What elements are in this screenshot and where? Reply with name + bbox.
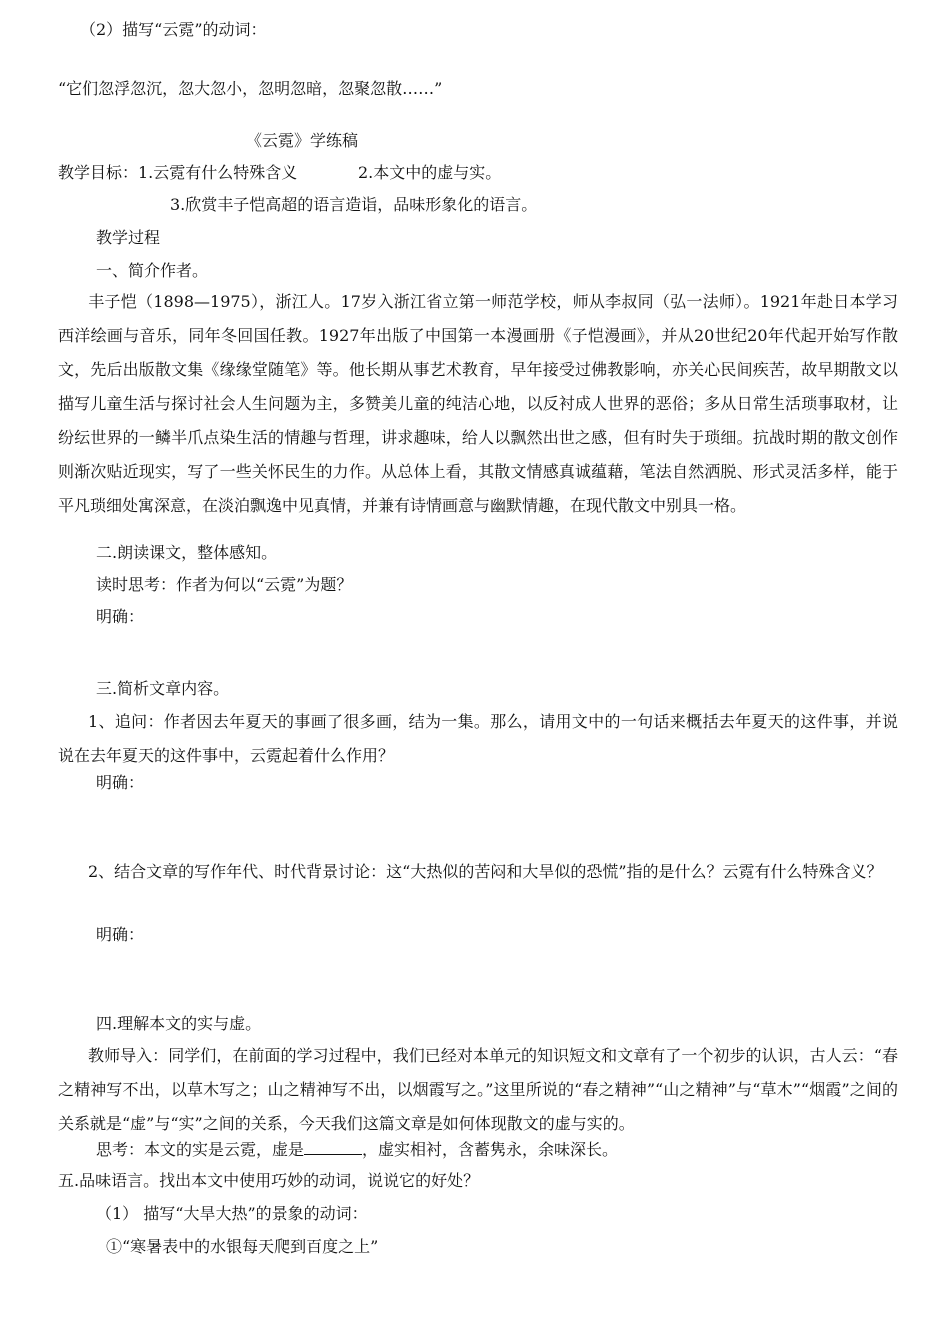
section-2-heading: 二.朗读课文，整体感知。 <box>96 543 278 562</box>
fill-in-blank <box>304 1140 362 1155</box>
section-3-heading: 三.简析文章内容。 <box>96 679 230 698</box>
section-3-question-2: 2、结合文章的写作年代、时代背景讨论：这“大热似的苦闷和大旱似的恐慌”指的是什么？云霓有什么特殊含义？ <box>88 862 883 881</box>
section-5-heading: 五.品味语言。找出本文中使用巧妙的动词，说说它的好处？ <box>58 1171 480 1190</box>
teaching-process-heading: 教学过程 <box>96 228 161 247</box>
section-4-intro: 教师导入：同学们，在前面的学习过程中，我们已经对本单元的知识短文和文章有了一个初步的认识，古人云：“春之精神写不出，以草木写之；山之精神写不出，以烟霞写之。”这里所说的“春之精神”“山之精神”与“草木”“烟霞”之间的关系就是“虚”与“实”之间的关系，今天我们这篇文章是如何体现散文的虚与实的。 <box>58 1046 898 1133</box>
author-intro-paragraph: 丰子恺（1898—1975），浙江人。17岁入浙江省立第一师范学校，师从李叔同（弘一法师）。1921年赴日本学习西洋绘画与音乐，同年冬回国任教。1927年出版了中国第一本漫画册《子恺漫画》，并从20世纪20年代起开始写作散文，先后出版散文集《缘缘堂随笔》等。他长期从事艺术教育，早年接受过佛教影响，亦关心民间疾苦，故早期散文以描写儿童生活与探讨社会人生问题为主，多赞美儿童的纯洁心地，以反衬成人世界的恶俗；多从日常生活琐事取材，让纷纭世界的一鳞半爪点染生活的情趣与哲理，讲求趣味，给人以飘然出世之感，但有时失于琐细。抗战时期的散文创作则渐次贴近现实，写了一些关怀民生的力作。从总体上看，其散文情感真诚蕴藉，笔法自然洒脱、形式灵活多样，能于平凡琐细处寓深意，在淡泊飘逸中见真情，并兼有诗情画意与幽默情趣，在现代散文中别具一格。 <box>58 292 898 515</box>
section-2-answer-label: 明确： <box>96 607 145 626</box>
item-2-heading: （2）描写“云霓”的动词： <box>80 20 267 39</box>
document-title: 《云霓》学练稿 <box>246 131 359 150</box>
section-5-sub-1: ①“寒暑表中的水银每天爬到百度之上” <box>106 1237 379 1256</box>
section-4-think <box>96 1140 618 1160</box>
section-2-question: 读时思考：作者为何以“云霓”为题？ <box>96 575 353 594</box>
section-3-answer-2-label: 明确： <box>96 925 145 944</box>
teaching-goals-line: 教学目标：1.云霓有什么特殊含义 <box>58 163 298 182</box>
think-suffix: ，虚实相衬，含蓄隽永，余味深长。 <box>362 1140 619 1159</box>
section-1-heading: 一、简介作者。 <box>96 261 209 280</box>
section-5-item-1: （1） 描写“大旱大热”的景象的动词： <box>96 1204 368 1223</box>
teaching-goal-2: 2.本文中的虚与实。 <box>358 163 502 182</box>
think-prefix: 思考：本文的实是云霓，虚是 <box>96 1140 305 1159</box>
quote-line: “它们忽浮忽沉，忽大忽小，忽明忽暗，忽聚忽散……” <box>58 79 443 98</box>
section-3-answer-1-label: 明确： <box>96 773 145 792</box>
section-3-question-1: 1、追问：作者因去年夏天的事画了很多画，结为一集。那么，请用文中的一句话来概括去年夏天的这件事，并说说在去年夏天的这件事中，云霓起着什么作用？ <box>58 712 898 765</box>
teaching-goal-3: 3.欣赏丰子恺高超的语言造诣，品味形象化的语言。 <box>170 195 538 214</box>
section-4-heading: 四.理解本文的实与虚。 <box>96 1014 262 1033</box>
